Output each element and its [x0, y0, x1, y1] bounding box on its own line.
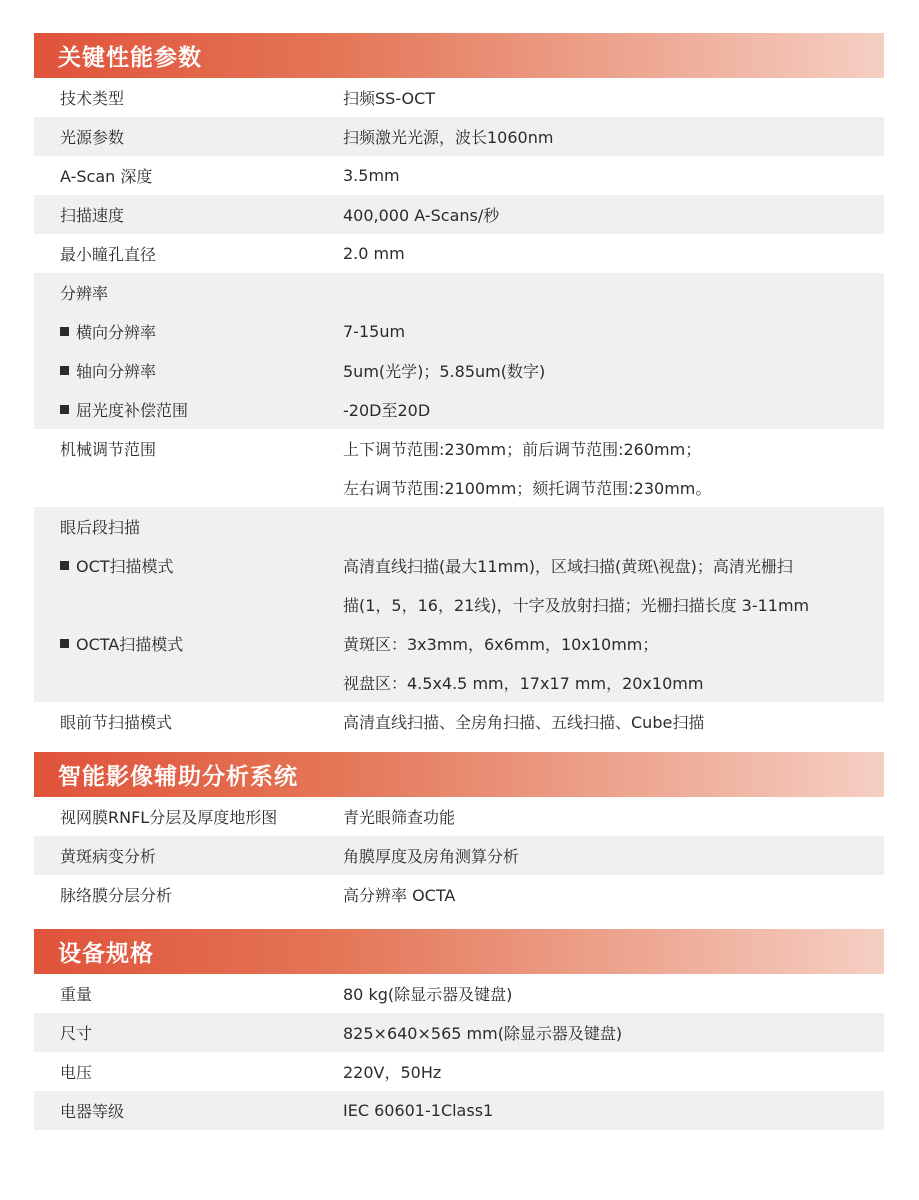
row-label: 电器等级 — [60, 1102, 125, 1121]
row-label: 光源参数 — [60, 128, 125, 147]
row-value: 高清直线扫描、全房角扫描、五线扫描、Cube扫描 — [343, 713, 705, 732]
square-bullet-icon — [60, 327, 69, 336]
row-value: 2.0 mm — [343, 244, 405, 263]
row-value: 描(1，5，16，21线)，十字及放射扫描；光栅扫描长度 3-11mm — [343, 596, 810, 615]
section-title-key-performance: 关键性能参数 — [34, 33, 884, 78]
table-row — [34, 974, 884, 1013]
row-value: 视盘区：4.5x4.5 mm，17x17 mm，20x10mm — [343, 674, 704, 693]
table-row — [34, 702, 884, 741]
sub-label: 横向分辨率 — [60, 312, 343, 351]
table-group-resolution — [34, 273, 884, 429]
square-bullet-icon — [60, 561, 69, 570]
section-title-analysis: 智能影像辅助分析系统 — [34, 752, 884, 797]
sub-label: 屈光度补偿范围 — [60, 390, 343, 429]
row-value: 角膜厚度及房角测算分析 — [343, 847, 520, 866]
row-label: 电压 — [60, 1063, 93, 1082]
group-label: 分辨率 — [60, 284, 109, 303]
analysis-section — [34, 752, 884, 914]
row-value: 黄斑区：3x3mm，6x6mm，10x10mm； — [343, 635, 659, 654]
table-row — [34, 836, 884, 875]
row-value: 上下调节范围:230mm；前后调节范围:260mm； — [343, 440, 702, 459]
device-spec-section — [34, 929, 884, 1130]
row-value — [343, 273, 884, 312]
row-value: 扫频SS-OCT — [343, 89, 436, 108]
row-value: 高清直线扫描(最大11mm)，区域扫描(黄斑\视盘)；高清光栅扫 — [343, 557, 793, 576]
row-label: 脉络膜分层分析 — [60, 886, 173, 905]
row-value: 青光眼筛查功能 — [343, 808, 456, 827]
row-value: 220V，50Hz — [343, 1063, 442, 1082]
table-row — [34, 156, 884, 195]
row-value: 825×640×565 mm(除显示器及键盘) — [343, 1024, 623, 1043]
row-label: 黄斑病变分析 — [60, 847, 157, 866]
sub-label: 轴向分辨率 — [60, 351, 343, 390]
table-row — [34, 234, 884, 273]
table-row — [34, 1013, 884, 1052]
row-label: 技术类型 — [60, 89, 125, 108]
table-row — [34, 78, 884, 117]
row-value: 400,000 A-Scans/秒 — [343, 206, 500, 225]
row-value: 7-15um — [343, 322, 406, 341]
row-value: 高分辨率 OCTA — [343, 886, 456, 905]
square-bullet-icon — [60, 639, 69, 648]
row-label: A-Scan 深度 — [60, 167, 153, 186]
square-bullet-icon — [60, 405, 69, 414]
row-label: 最小瞳孔直径 — [60, 245, 157, 264]
table-row — [34, 1052, 884, 1091]
table-row — [34, 117, 884, 156]
row-value: 左右调节范围:2100mm；颏托调节范围:230mm。 — [343, 479, 712, 498]
row-label: 机械调节范围 — [60, 440, 157, 459]
row-value: 3.5mm — [343, 166, 400, 185]
row-value: IEC 60601-1Class1 — [343, 1101, 494, 1120]
table-row — [34, 875, 884, 914]
key-performance-section — [34, 33, 884, 741]
row-label: 扫描速度 — [60, 206, 125, 225]
row-value — [343, 507, 884, 546]
row-value: 扫频激光光源，波长1060nm — [343, 128, 554, 147]
square-bullet-icon — [60, 366, 69, 375]
table-row — [34, 797, 884, 836]
row-label: 尺寸 — [60, 1024, 93, 1043]
sub-label: OCTA扫描模式 — [60, 624, 343, 663]
row-label: 重量 — [60, 985, 93, 1004]
section-title-device: 设备规格 — [34, 929, 884, 974]
group-label: 眼后段扫描 — [60, 518, 141, 537]
table-row — [34, 429, 884, 507]
table-group-posterior-scan — [34, 507, 884, 702]
table-row — [34, 1091, 884, 1130]
row-value: 5um(光学)；5.85um(数字) — [343, 362, 546, 381]
row-value: -20D至20D — [343, 401, 431, 420]
row-label: 眼前节扫描模式 — [60, 713, 173, 732]
row-label: 视网膜RNFL分层及厚度地形图 — [60, 808, 278, 827]
row-value: 80 kg(除显示器及键盘) — [343, 985, 513, 1004]
table-row — [34, 195, 884, 234]
sub-label: OCT扫描模式 — [60, 546, 343, 585]
